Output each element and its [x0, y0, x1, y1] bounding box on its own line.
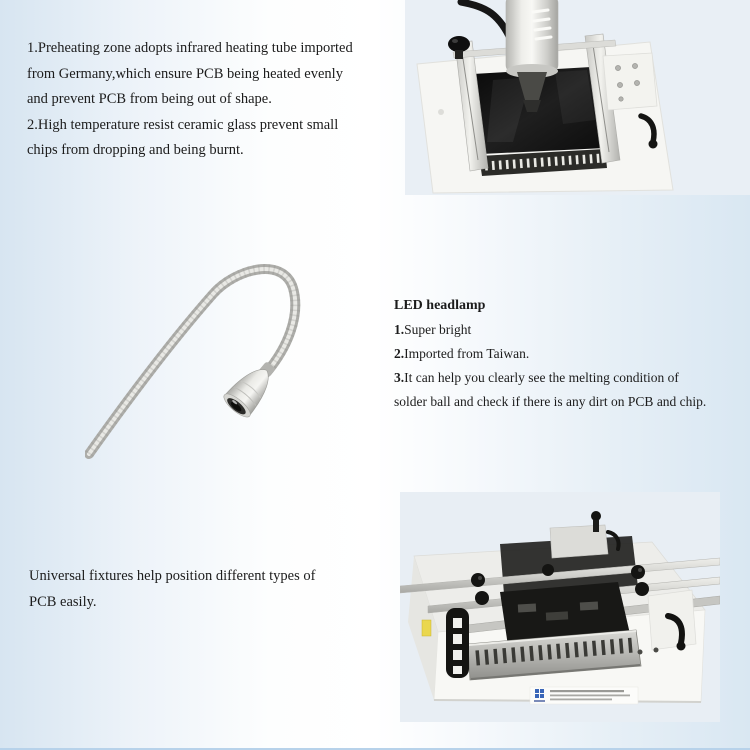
preheating-line: 1.Preheating zone adopts infrared heating tube imported [27, 40, 353, 56]
led-headlamp-text [394, 294, 706, 414]
cable-chain [446, 608, 469, 678]
led-item: solder ball and check if there is any dirt on PCB and chip. [394, 394, 707, 409]
preheating-line: 2.High temperature resist ceramic glass prevent small [27, 116, 339, 133]
preheating-line: chips from dropping and being burnt. [27, 142, 244, 158]
fixtures-feature-text [29, 563, 315, 615]
preheating-line: from Germany,which ensure PCB being heated evenly [27, 65, 343, 82]
gooseneck [89, 269, 295, 454]
led-item: 3.It can help you clearly see the melting condition of [394, 370, 679, 385]
led-headlamp-photo [85, 232, 390, 482]
brand-label [530, 687, 638, 704]
led-item: 2.Imported from Taiwan. [394, 346, 530, 361]
universal-fixtures-photo [400, 492, 720, 722]
led-item: 1.Super bright [394, 322, 472, 337]
preheating-line: and prevent PCB from being out of shape. [27, 91, 272, 107]
led-headlamp-title: LED headlamp [394, 298, 486, 313]
preheating-feature-text [27, 36, 353, 164]
preheating-zone-photo [405, 0, 750, 195]
fixtures-line: Universal fixtures help position different types of [29, 568, 316, 584]
slide-block [603, 53, 657, 110]
fixtures-line: PCB easily. [29, 594, 97, 610]
warning-sticker [422, 620, 431, 636]
